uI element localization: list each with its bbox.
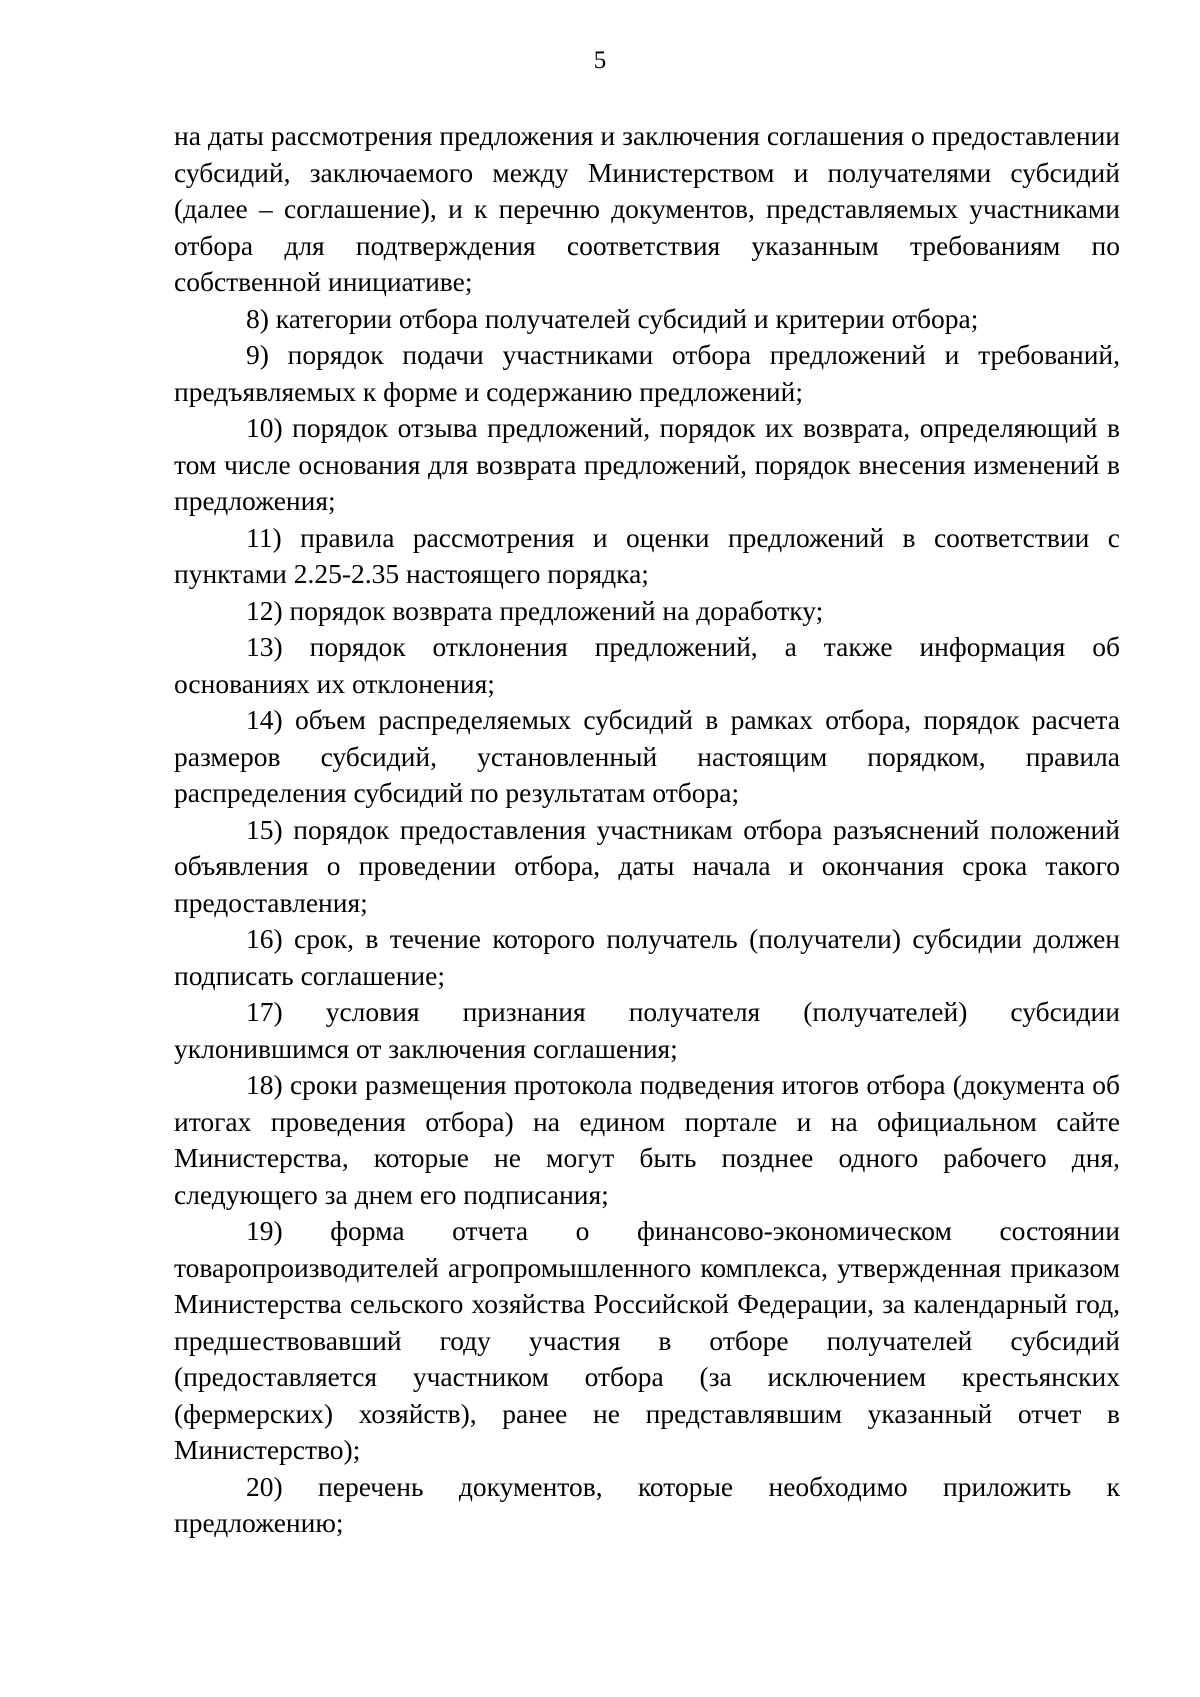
page-number: 5 [593, 47, 607, 74]
list-item-20: 20) перечень документов, которые необходимо приложить к предложению; [174, 1470, 1120, 1538]
list-item-12: 12) порядок возврата предложений на доработку; [246, 594, 824, 626]
list-item-8: 8) категории отбора получателей субсидий и критерии отбора; [246, 302, 979, 334]
list-item-13: 13) порядок отклонения предложений, а также информация об основаниях их отклонения; [174, 631, 1120, 699]
list-item-9: 9) порядок подачи участниками отбора предложений и требований, предъявляемых к форме и содержанию предложений; [174, 339, 1120, 407]
list-item-16: 16) срок, в течение которого получатель (получатели) субсидии должен подписать соглашение; [174, 923, 1120, 991]
list-item-15: 15) порядок предоставления участникам отбора разъяснений положений объявления о проведении отбора, даты начала и окончания срока такого предоставления; [174, 813, 1120, 918]
document-body [174, 118, 1120, 1542]
list-item-10: 10) порядок отзыва предложений, порядок их возврата, определяющий в том числе основания для возврата предложений, порядок внесения изменений в предложения; [174, 412, 1120, 516]
paragraph-continuation: на даты рассмотрения предложения и заключения соглашения о предоставлении субсидий, заключаемого между Министерством и получателями субсидий (далее – соглашение), и к перечню документов, представляемых участниками отбора для подтверждения соответствия указанным требованиям по собственной инициативе; [174, 120, 1120, 297]
list-item-17: 17) условия признания получателя (получателей) субсидии уклонившимся от заключения соглашения; [174, 996, 1120, 1064]
list-item-18: 18) сроки размещения протокола подведения итогов отбора (документа об итогах проведения отбора) на едином портале и на официальном сайте Министерства, которые не могут быть позднее одного рабочего дня, следующего за днем его подписания; [174, 1069, 1120, 1210]
list-item-11: 11) правила рассмотрения и оценки предложений в соответствии с пунктами 2.25-2.35 настоящего порядка; [174, 521, 1120, 589]
list-item-19: 19) форма отчета о финансово-экономическом состоянии товаропроизводителей агропромышленного комплекса, утвержденная приказом Министерства сельского хозяйства Российской Федерации, за календарный год, предшествовавший году участия в отборе получателей субсидий (предоставляется участником отбора (за исключением крестьянских (фермерских) хозяйств), ранее не представлявшим указанный отчет в Министерство); [174, 1215, 1120, 1465]
list-item-14: 14) объем распределяемых субсидий в рамках отбора, порядок расчета размеров субсидий, установленный настоящим порядком, правила распределения субсидий по результатам отбора; [174, 704, 1120, 808]
